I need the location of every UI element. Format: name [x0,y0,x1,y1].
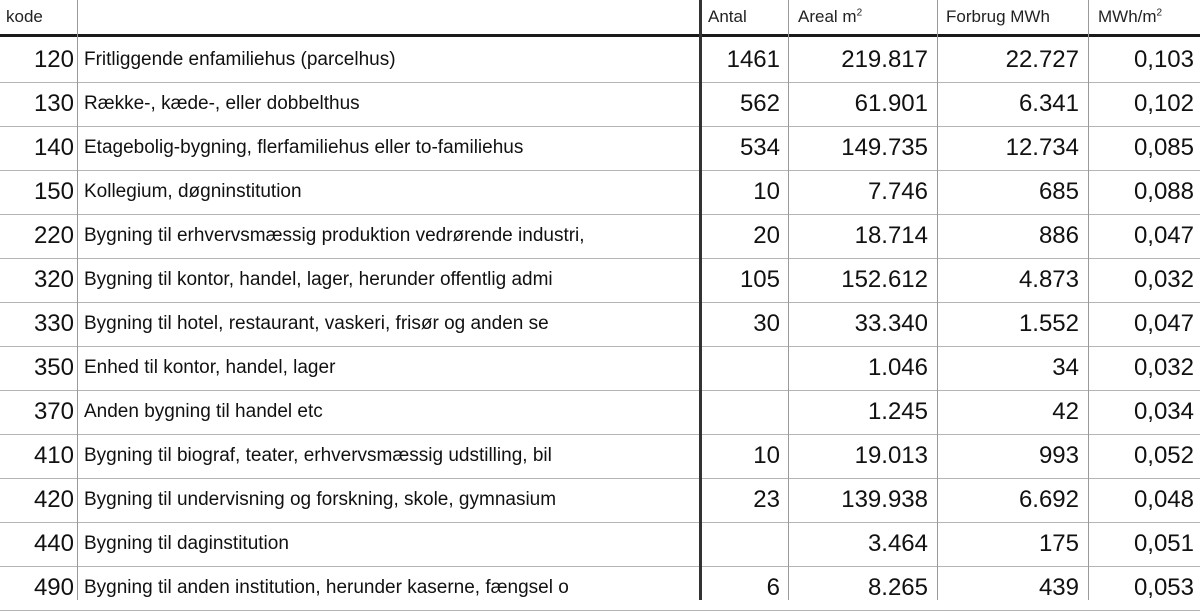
cell-beskrivelse: Bygning til hotel, restaurant, vaskeri, frisør og anden se [84,313,549,334]
cell-antal: 30 [753,310,780,337]
cell-beskrivelse: Bygning til erhvervsmæssig produktion vedrørende industri, [84,225,585,246]
cell-mwh-m2: 0,103 [1133,46,1194,73]
column-divider-kode [77,0,78,600]
cell-beskrivelse: Bygning til undervisning og forskning, skole, gymnasium [84,489,557,510]
cell-kode: 220 [33,222,74,249]
cell-antal: 10 [753,178,780,205]
cell-beskrivelse: Kollegium, døgninstitution [84,181,302,202]
cell-forbrug: 22.727 [1005,46,1079,73]
cell-kode: 120 [33,46,74,73]
cell-beskrivelse: Række-, kæde-, eller dobbelthus [84,93,360,114]
cell-kode: 350 [33,354,74,381]
header-mwh-sup: 2 [1156,7,1163,19]
cell-antal: 105 [739,266,780,293]
cell-forbrug: 175 [1038,530,1079,557]
cell-kode: 370 [33,398,74,425]
cell-mwh-m2: 0,053 [1133,574,1194,601]
header-kode: kode [6,7,43,26]
cell-mwh-m2: 0,047 [1133,222,1194,249]
cell-kode: 130 [33,90,74,117]
cell-kode: 490 [33,574,74,601]
cell-areal: 33.340 [854,310,928,337]
cell-forbrug: 34 [1052,354,1079,381]
cell-areal: 18.714 [854,222,928,249]
cell-forbrug: 993 [1038,442,1079,469]
cell-forbrug: 12.734 [1005,134,1079,161]
column-divider-forbrug [1088,0,1089,600]
cell-areal: 8.265 [867,574,928,601]
cell-mwh-m2: 0,102 [1133,90,1194,117]
cell-areal: 1.046 [867,354,928,381]
cell-mwh-m2: 0,034 [1133,398,1194,425]
cell-mwh-m2: 0,088 [1133,178,1194,205]
cell-areal: 139.938 [841,486,928,513]
cell-kode: 440 [33,530,74,557]
cell-antal: 6 [766,574,780,601]
column-divider-areal [937,0,938,600]
header-divider [0,34,1200,37]
cell-antal [702,346,780,390]
cell-mwh-m2: 0,032 [1133,354,1194,381]
cell-antal [702,390,780,434]
cell-antal: 20 [753,222,780,249]
cell-areal: 19.013 [854,442,928,469]
cell-kode: 150 [33,178,74,205]
cell-forbrug: 685 [1038,178,1079,205]
cell-forbrug: 439 [1038,574,1079,601]
cell-mwh-m2: 0,032 [1133,266,1194,293]
cell-beskrivelse: Bygning til kontor, handel, lager, herunder offentlig admi [84,269,553,290]
cell-kode: 320 [33,266,74,293]
cell-forbrug: 1.552 [1018,310,1079,337]
header-beskrivelse [80,0,696,34]
cell-areal: 1.245 [867,398,928,425]
header-areal-text: Areal m [798,7,857,26]
cell-mwh-m2: 0,051 [1133,530,1194,557]
cell-areal: 61.901 [854,90,928,117]
cell-areal: 152.612 [841,266,928,293]
header-areal [794,0,938,34]
cell-forbrug: 886 [1038,222,1079,249]
cell-areal: 7.746 [867,178,928,205]
header-antal: Antal [708,7,747,26]
cell-beskrivelse: Bygning til anden institution, herunder kaserne, fængsel o [84,577,569,598]
cell-antal: 562 [739,90,780,117]
cell-forbrug: 4.873 [1018,266,1079,293]
header-mwh-text: MWh/m [1098,7,1157,26]
cell-forbrug: 6.692 [1018,486,1079,513]
cell-kode: 420 [33,486,74,513]
cell-beskrivelse: Bygning til daginstitution [84,533,289,554]
header-forbrug: Forbrug MWh [946,7,1050,26]
header-mwh-m2 [1094,0,1200,34]
cell-beskrivelse: Etagebolig-bygning, flerfamiliehus eller to-familiehus [84,137,524,158]
column-divider-beskrivelse [699,0,702,600]
cell-forbrug: 6.341 [1018,90,1079,117]
cell-antal: 534 [739,134,780,161]
cell-beskrivelse: Anden bygning til handel etc [84,401,323,422]
cell-antal: 23 [753,486,780,513]
cell-antal: 1461 [726,46,780,73]
cell-kode: 140 [33,134,74,161]
cell-forbrug: 42 [1052,398,1079,425]
cell-kode: 410 [33,442,74,469]
cell-beskrivelse: Fritliggende enfamiliehus (parcelhus) [84,49,396,70]
cell-mwh-m2: 0,048 [1133,486,1194,513]
cell-areal: 3.464 [867,530,928,557]
cell-mwh-m2: 0,047 [1133,310,1194,337]
header-areal-sup: 2 [856,7,863,19]
cell-beskrivelse: Enhed til kontor, handel, lager [84,357,336,378]
cell-areal: 149.735 [841,134,928,161]
cell-mwh-m2: 0,052 [1133,442,1194,469]
cell-beskrivelse: Bygning til biograf, teater, erhvervsmæssig udstilling, bil [84,445,552,466]
cell-mwh-m2: 0,085 [1133,134,1194,161]
column-divider-antal [788,0,789,600]
cell-areal: 219.817 [841,46,928,73]
cell-antal: 10 [753,442,780,469]
cell-kode: 330 [33,310,74,337]
cell-antal [702,522,780,566]
